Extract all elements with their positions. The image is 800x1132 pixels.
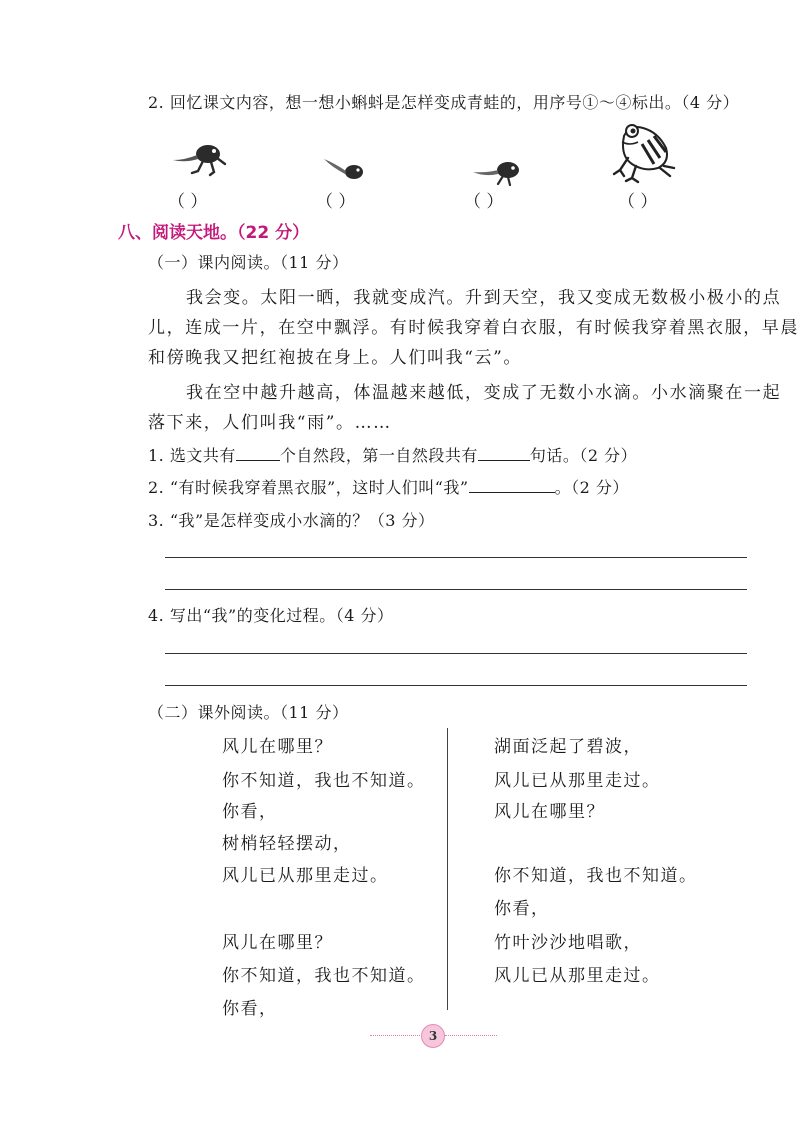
question-3: 3. “我”是怎样变成小水滴的？（3 分） bbox=[148, 511, 435, 530]
passage-line-1: 我会变。太阳一晒，我就变成汽。升到天空，我又变成无数极小极小的点 bbox=[186, 288, 782, 308]
question-2 bbox=[148, 475, 629, 498]
question-1-part-b: 个自然段，第一自然段共有 bbox=[279, 446, 478, 465]
poem-right-line-2: 风儿已从那里走过。 bbox=[494, 771, 661, 791]
poem-left-line-1: 风儿在哪里？ bbox=[222, 737, 333, 757]
poem-column-divider bbox=[447, 728, 448, 1010]
answer-line-q4-1[interactable] bbox=[165, 653, 747, 654]
answer-paren-4[interactable]: （ ） bbox=[618, 192, 658, 212]
tadpole-with-legs-icon bbox=[170, 138, 230, 183]
question-2-frog-order: 2. 回忆课文内容，想一想小蝌蚪是怎样变成青蛙的，用序号①～④标出。（4 分） bbox=[148, 93, 740, 112]
poem-left-line-3: 你看， bbox=[222, 802, 278, 822]
poem-left-line-4: 树梢轻轻摆动， bbox=[222, 834, 352, 854]
poem-right-line-8: 风儿已从那里走过。 bbox=[494, 966, 661, 986]
section-8-title: 八、阅读天地。（22 分） bbox=[118, 223, 310, 243]
question-2-part-b: 。（2 分） bbox=[554, 478, 629, 497]
passage-line-3: 和傍晚我又把红袍披在身上。人们叫我“云”。 bbox=[148, 348, 522, 368]
blank-sentence-count[interactable] bbox=[478, 446, 530, 461]
footer-dots-left bbox=[370, 1035, 420, 1036]
answer-line-q3-1[interactable] bbox=[165, 557, 747, 558]
passage-line-5: 落下来，人们叫我“雨”。…… bbox=[148, 413, 392, 433]
frog-icon bbox=[610, 118, 676, 184]
question-1-part-c: 句话。（2 分） bbox=[529, 446, 638, 465]
poem-right-line-5: 你不知道，我也不知道。 bbox=[494, 866, 698, 886]
answer-paren-1[interactable]: （ ） bbox=[168, 192, 208, 212]
blank-name[interactable] bbox=[469, 478, 555, 493]
page-number: 3 bbox=[421, 1024, 445, 1048]
question-1 bbox=[148, 443, 637, 466]
passage-line-4: 我在空中越升越高，体温越来越低，变成了无数小水滴。小水滴聚在一起 bbox=[186, 383, 782, 403]
poem-right-line-3: 风儿在哪里？ bbox=[494, 802, 605, 822]
question-1-part-a: 1. 选文共有 bbox=[148, 446, 236, 465]
question-2-part-a: 2. “有时候我穿着黑衣服”，这时人们叫“我” bbox=[148, 478, 469, 497]
answer-paren-3[interactable]: （ ） bbox=[464, 192, 504, 212]
question-4: 4. 写出“我”的变化过程。（4 分） bbox=[148, 606, 394, 625]
poem-right-line-1: 湖面泛起了碧波， bbox=[494, 737, 642, 757]
poem-left-line-5: 风儿已从那里走过。 bbox=[222, 866, 389, 886]
poem-left-line-2: 你不知道，我也不知道。 bbox=[222, 771, 426, 791]
poem-right-line-6: 你看， bbox=[494, 899, 550, 919]
poem-left-line-8: 你不知道，我也不知道。 bbox=[222, 966, 426, 986]
part-2-title: （二）课外阅读。（11 分） bbox=[148, 703, 349, 722]
answer-line-q4-2[interactable] bbox=[165, 685, 747, 686]
part-1-title: （一）课内阅读。（11 分） bbox=[148, 253, 349, 272]
poem-left-line-9: 你看， bbox=[222, 999, 278, 1019]
poem-left-line-7: 风儿在哪里？ bbox=[222, 933, 333, 953]
answer-line-q3-2[interactable] bbox=[165, 589, 747, 590]
passage-line-2: 儿，连成一片，在空中飘浮。有时候我穿着白衣服，有时候我穿着黑衣服，早晨 bbox=[148, 318, 799, 338]
answer-paren-2[interactable]: （ ） bbox=[316, 192, 356, 212]
tadpole-icon bbox=[322, 155, 367, 183]
footer-dots-right bbox=[445, 1035, 497, 1036]
poem-right-line-7: 竹叶沙沙地唱歌， bbox=[494, 933, 642, 953]
tadpole-with-hind-legs-icon bbox=[470, 157, 525, 187]
blank-paragraph-count[interactable] bbox=[236, 446, 280, 461]
